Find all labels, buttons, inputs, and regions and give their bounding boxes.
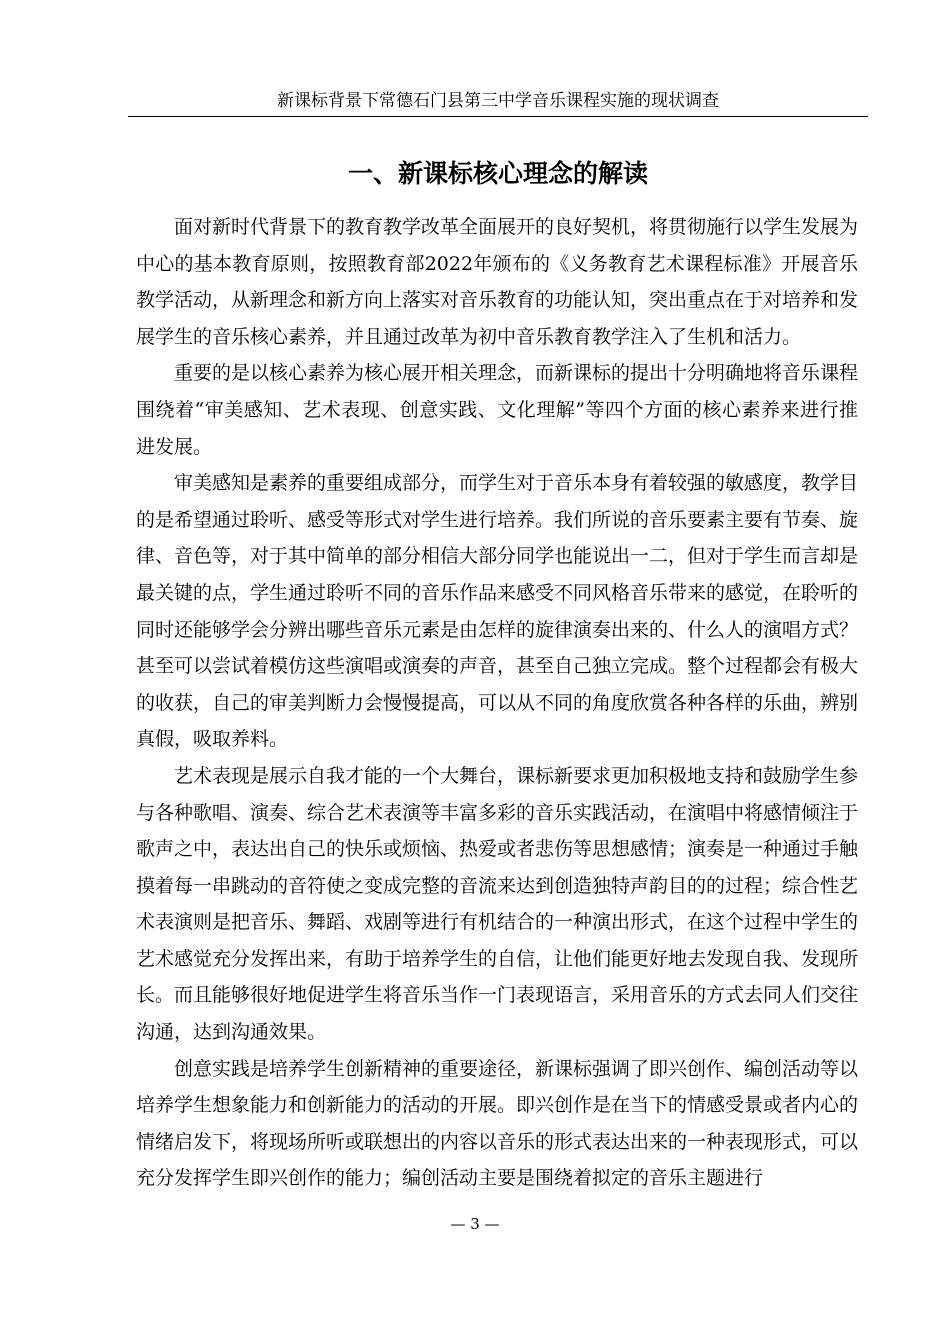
paragraph: 审美感知是素养的重要组成部分，而学生对于音乐本身有着较强的敏感度，教学目的是希望通过聆听、感受等形式对学生进行培养。我们所说的音乐要素主要有节奏、旋律、音色等，对于其中简单的部分相信大部分同学也能说出一二，但对于学生而言却是最关键的点，学生通过聆听不同的音乐作品来感受不同风格音乐带来的感觉，在聆听的同时还能够学会分辨出哪些音乐元素是由怎样的旋律演奏出来的、什么人的演唱方式？甚至可以尝试着模仿这些演唱或演奏的声音，甚至自己独立完成。整个过程都会有极大的收获，自己的审美判断力会慢慢提高，可以从不同的角度欣赏各种各样的乐曲，辨别真假，吸取养料。 [136,472,859,751]
paragraph: 艺术表现是展示自我才能的一个大舞台，课标新要求更加积极地支持和鼓励学生参与各种歌唱、演奏、综合艺术表演等丰富多彩的音乐实践活动，在演唱中将感情倾注于歌声之中，表达出自己的快乐或烦恼、热爱或者悲伤等思想感情；演奏是一种通过手触摸着每一串跳动的音符使之变成完整的音流来达到创造独特声韵目的的过程；综合性艺术表演则是把音乐、舞蹈、戏剧等进行有机结合的一种演出形式，在这个过程中学生的艺术感觉充分发挥出来，有助于培养学生的自信，让他们能更好地去发现自我、发现所长。而且能够很好地促进学生将音乐当作一门表现语言，采用音乐的方式去同人们交往沟通，达到沟通效果。 [136,764,859,1044]
section-title: 一、新课标核心理念的解读 [347,159,648,188]
page-number: — 3 — [450,1215,500,1233]
paragraph: 重要的是以核心素养为核心展开相关理念，而新课标的提出十分明确地将音乐课程围绕着“审美感知、艺术表现、创意实践、文化理解”等四个方面的核心素养来进行推进发展。 [136,362,859,458]
paragraph: 创意实践是培养学生创新精神的重要途径，新课标强调了即兴创作、编创活动等以培养学生想象能力和创新能力的活动的开展。即兴创作是在当下的情感受景或者内心的情绪启发下，将现场所听或联想出的内容以音乐的形式表达出来的一种表现形式，可以充分发挥学生即兴创作的能力；编创活动主要是围绕着拟定的音乐主题进行 [136,1057,859,1190]
header-rule [128,116,868,117]
running-header: 新课标背景下常德石门县第三中学音乐课程实施的现状调查 [277,91,719,111]
body-text [136,209,858,1197]
paragraph: 面对新时代背景下的教育教学改革全面展开的良好契机，将贯彻施行以学生发展为中心的基本教育原则，按照教育部2022年颁布的《义务教育艺术课程标准》开展音乐教学活动，从新理念和新方向上落实对音乐教育的功能认知，突出重点在于对培养和发展学生的音乐核心素养，并且通过改革为初中音乐教育教学注入了生机和活力。 [136,216,859,348]
